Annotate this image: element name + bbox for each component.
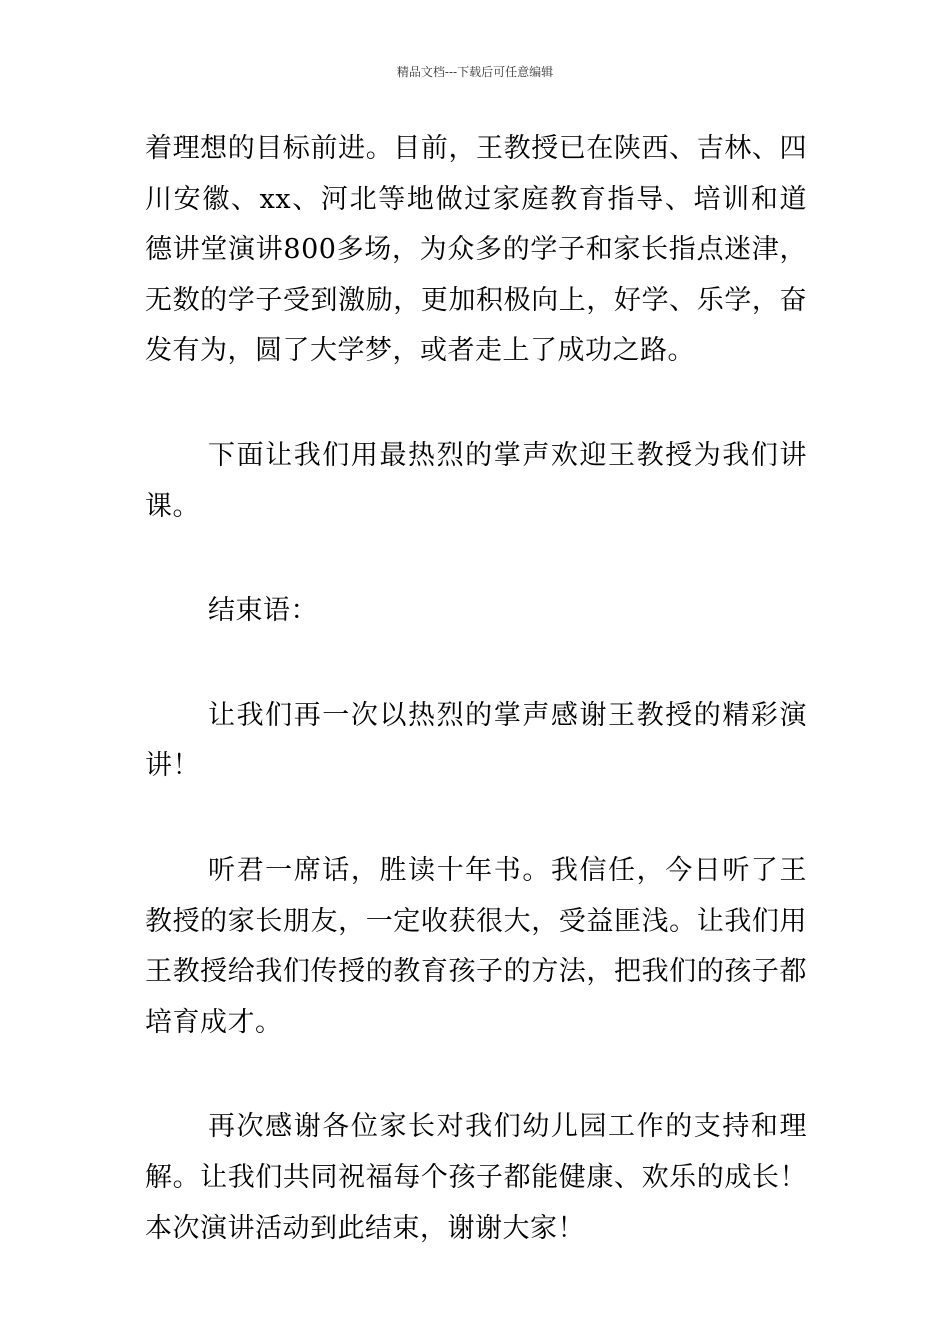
document-body: [145, 124, 807, 1254]
paragraph-intro-continuation: 着理想的目标前进。目前，王教授已在陕西、吉林、四川安徽、xx、河北等地做过家庭教育指导、培训和道德讲堂演讲800多场，为众多的学子和家长指点迷津，无数的学子受到激励，更加积极向上，好学、乐学，奋发有为，圆了大学梦，或者走上了成功之路。: [145, 133, 807, 367]
paragraph-farewell: 再次感谢各位家长对我们幼儿园工作的支持和理解。让我们共同祝福每个孩子都能健康、欢乐的成长！本次演讲活动到此结束，谢谢大家！: [145, 1111, 807, 1244]
paragraph-closing-heading: 结束语：: [208, 595, 318, 627]
paragraph-thanks: 让我们再一次以热烈的掌声感谢王教授的精彩演讲！: [145, 699, 807, 782]
paragraph-welcome: 下面让我们用最热烈的掌声欢迎王教授为我们讲课。: [145, 439, 807, 522]
paragraph-reflection: 听君一席话，胜读十年书。我信任，今日听了王教授的家长朋友，一定收获很大，受益匪浅。让我们用王教授给我们传授的教育孩子的方法，把我们的孩子都培育成才。: [145, 854, 807, 1038]
page-header: 精品文档---下载后可任意编辑: [396, 65, 554, 79]
